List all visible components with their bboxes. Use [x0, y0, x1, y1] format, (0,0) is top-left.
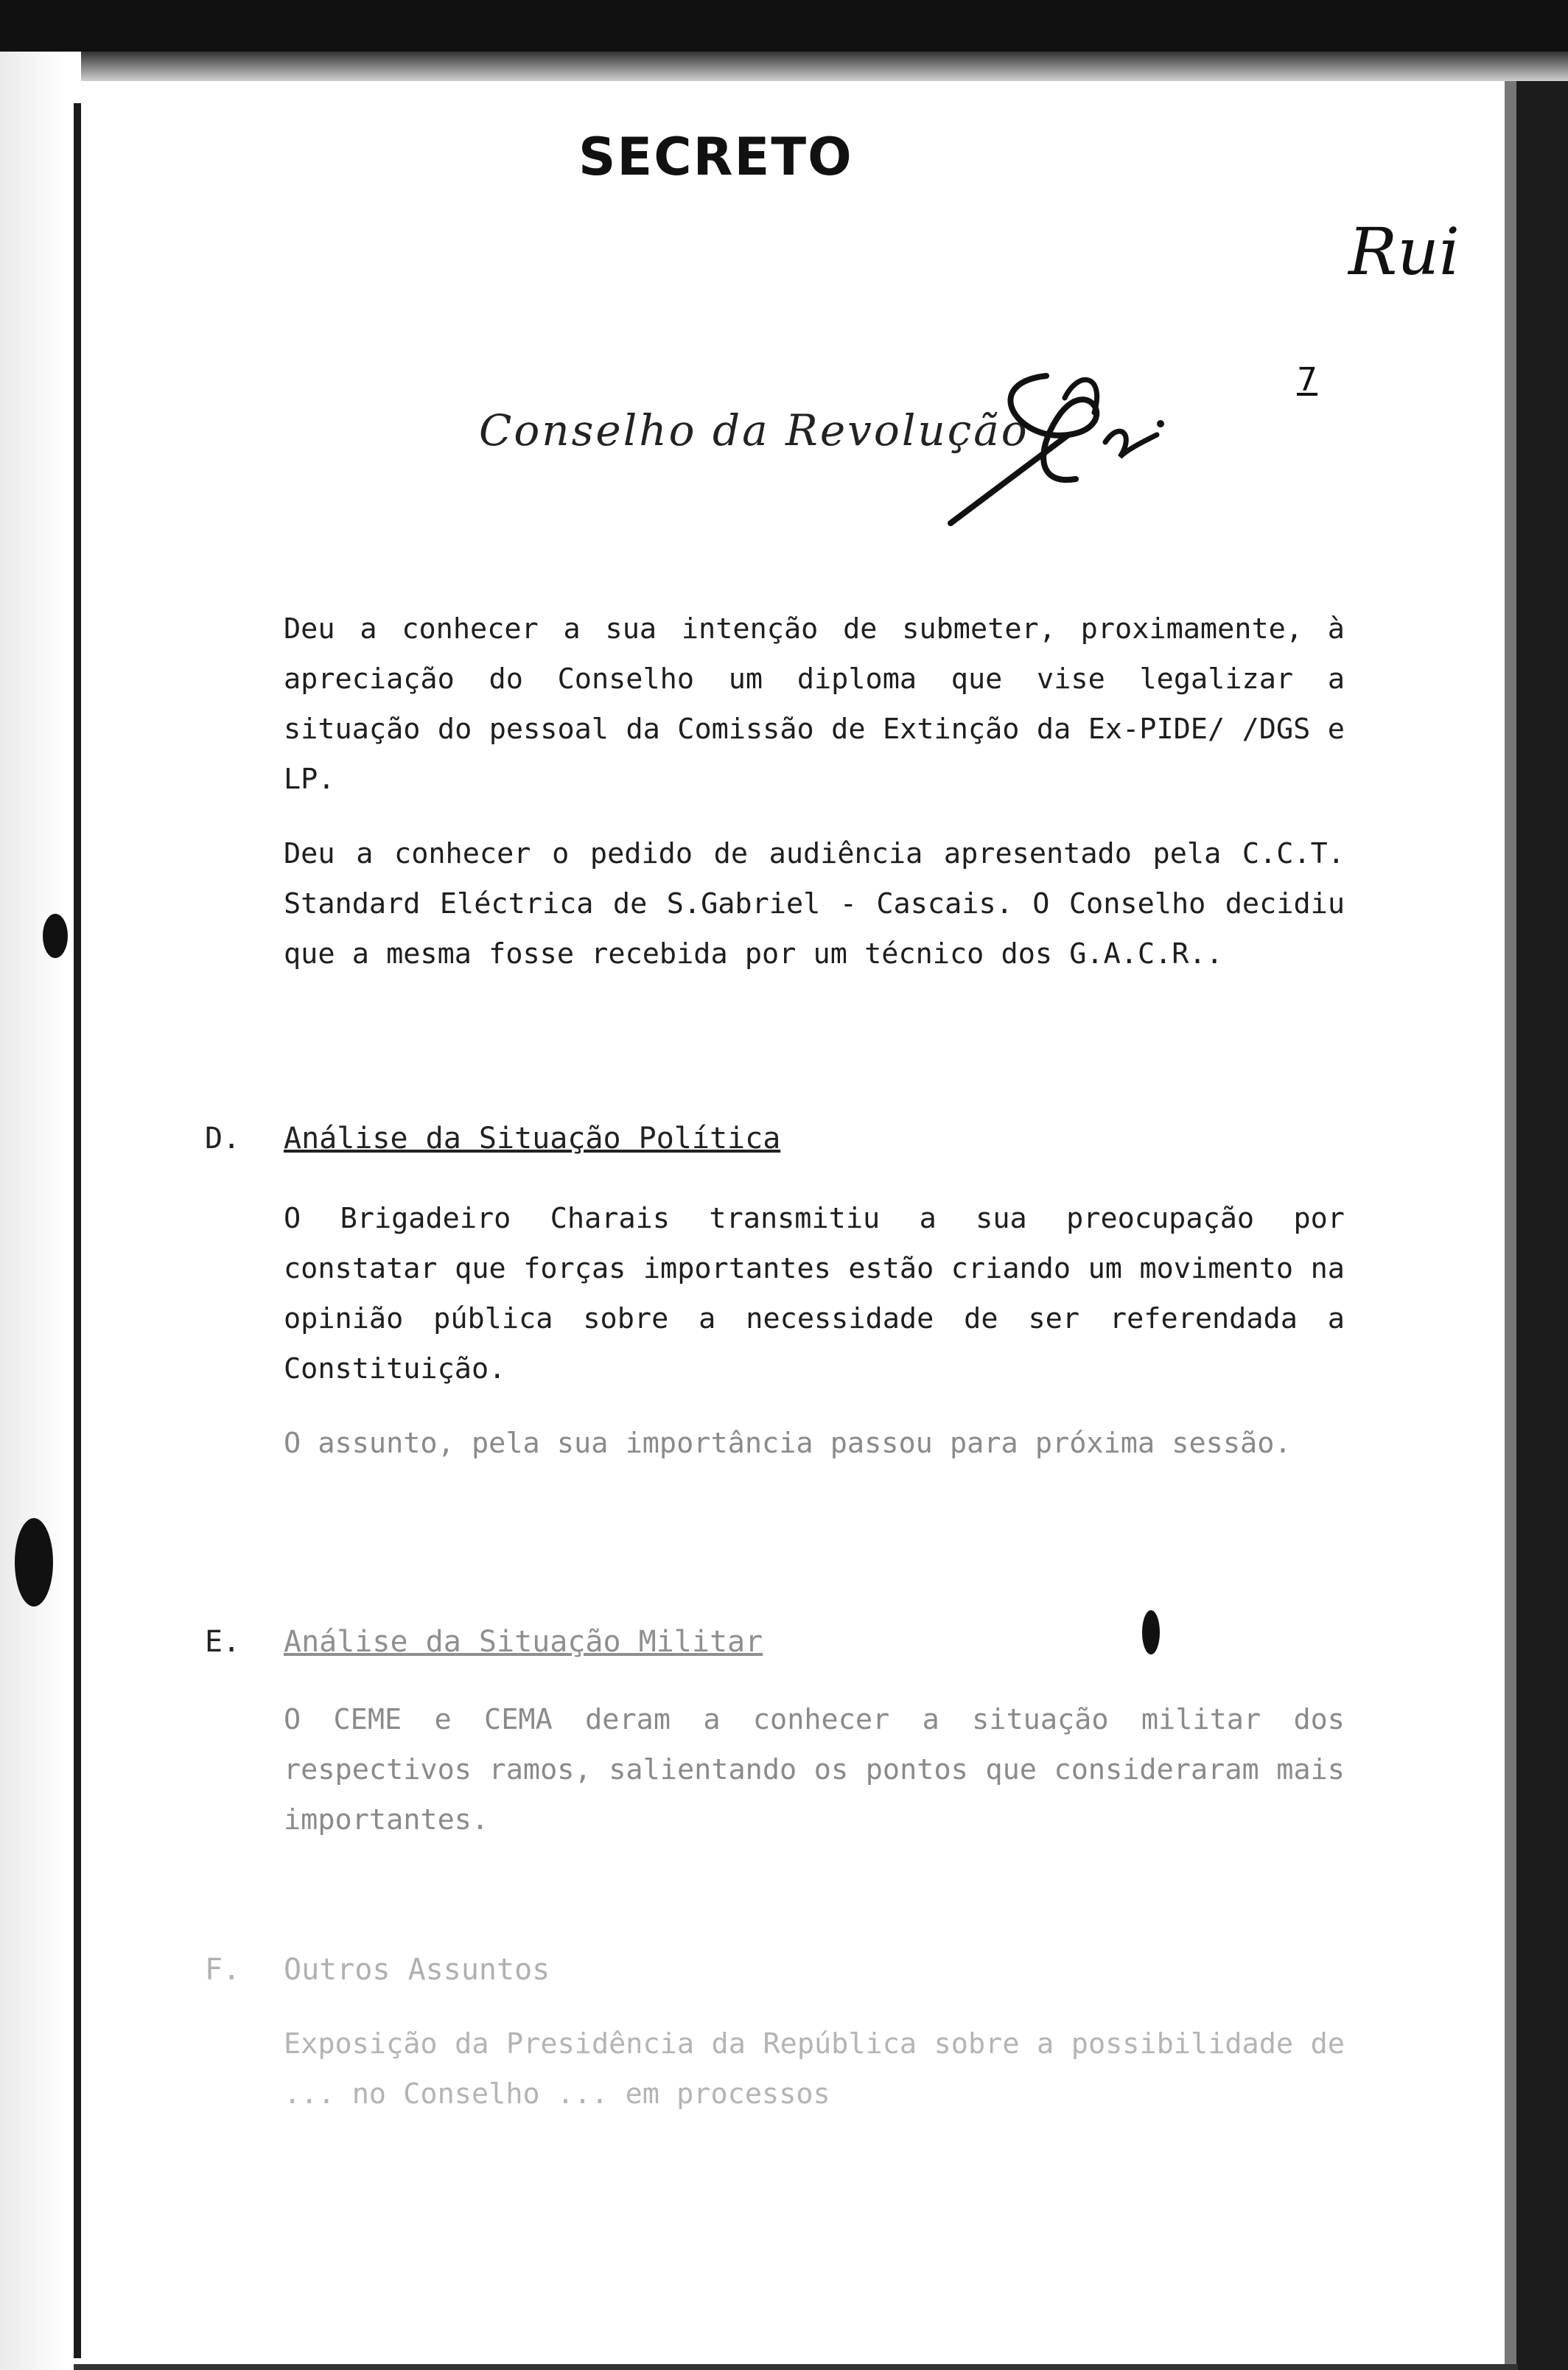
- section-e-letter: E.: [205, 1625, 241, 1659]
- ink-blot: [1142, 1610, 1160, 1654]
- paragraph-situacao-militar: O CEME e CEMA deram a conhecer a situação militar dos respectivos ramos, salientando os pontos que consideraram mais importantes.: [284, 1703, 1345, 1836]
- scan-left-margin: [0, 52, 81, 2370]
- handwritten-initials: Rui: [1348, 214, 1460, 290]
- scan-bottom-rule: [74, 2364, 1518, 2370]
- section-e-title: Análise da Situação Militar: [284, 1625, 763, 1659]
- paragraph-preocupacao-constituicao: O Brigadeiro Charais transmitiu a sua preocupação por constatar que forças importantes estão criando um movimento na opinião pública sobre a necessidade de ser referendada a Constituição.: [284, 1202, 1345, 1385]
- page-number: 7: [1297, 361, 1317, 399]
- section-f-title: Outros Assuntos: [284, 1953, 550, 1987]
- section-d-title: Análise da Situação Política: [284, 1122, 781, 1156]
- letterhead: Conselho da Revolução: [479, 405, 1029, 455]
- handwritten-signature: [936, 354, 1179, 545]
- scan-right-border: [1516, 81, 1568, 2370]
- section-f-letter: F.: [205, 1953, 241, 1987]
- ink-blot: [15, 1518, 53, 1607]
- paragraph-proxima-sessao: O assunto, pela sua importância passou para próxima sessão.: [284, 1427, 1292, 1460]
- paragraph-audiencia-standard-electrica: Deu a conhecer o pedido de audiência apresentado pela C.C.T. Standard Eléctrica de S.Gabriel - Cascais. O Conselho decidiu que a mesma fosse recebida por um técnico dos G.A.C.R..: [284, 837, 1345, 971]
- paragraph-diploma-ex-pide: Deu a conhecer a sua intenção de submeter, proximamente, à apreciação do Conselho um diploma que vise legalizar a situação do pessoal da Comissão de Extinção da Ex-PIDE/ /DGS e LP.: [284, 612, 1345, 796]
- classification-stamp: SECRETO: [578, 127, 853, 187]
- scan-top-border: [0, 0, 1568, 52]
- scan-right-shadow: [1505, 81, 1516, 2370]
- section-d-letter: D.: [205, 1122, 241, 1156]
- paragraph-presidencia-republica: Exposição da Presidência da República sobre a possibilidade de ... no Conselho ... em processos: [284, 2027, 1345, 2111]
- ink-blot: [43, 914, 68, 958]
- scan-left-rule: [74, 103, 81, 2358]
- scan-top-shadow: [0, 52, 1568, 81]
